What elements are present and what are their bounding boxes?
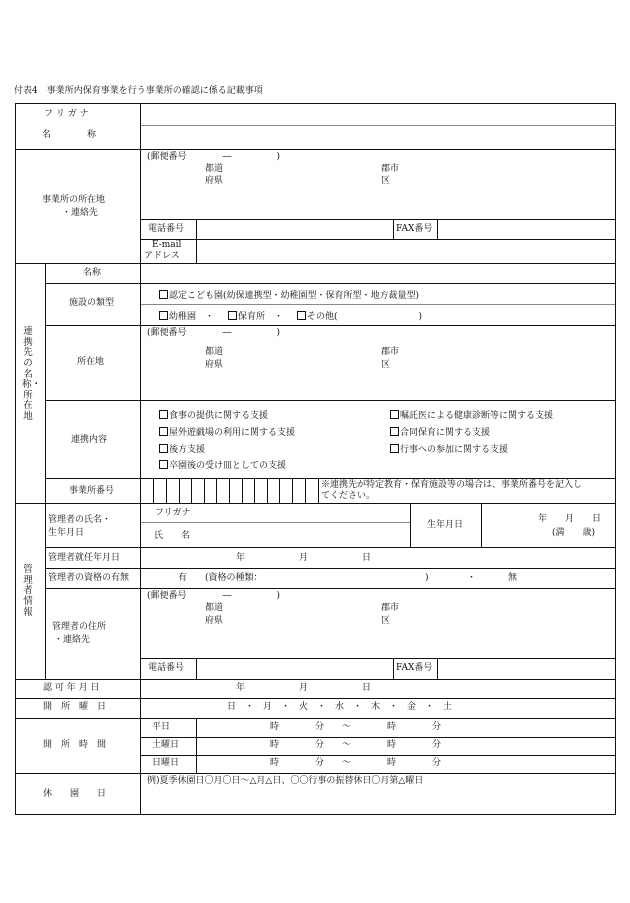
checkbox[interactable]	[159, 444, 168, 453]
coop-backup-support[interactable]: 後方支援	[159, 444, 205, 455]
manager-appointed-value[interactable]: 年 月 日	[236, 553, 372, 563]
approval-date-value[interactable]: 年 月 日	[236, 683, 372, 693]
partner-name-input[interactable]	[142, 265, 612, 281]
checkbox[interactable]	[159, 460, 168, 469]
holiday-label: 休 園 日	[43, 789, 107, 799]
office-email-label-2: アドレス	[144, 251, 180, 261]
partner-side-label: 連携先の名称・所在地	[22, 326, 42, 422]
row-line	[15, 263, 615, 264]
manager-name-label-2: 生年月日	[48, 528, 85, 538]
office-number-note: ※連携先が特定教育・保育施設等の場合は、事業所番号を記入し	[321, 480, 583, 490]
row-line	[15, 149, 615, 150]
coop-event-support[interactable]: 行事への参加に関する支援	[390, 444, 508, 455]
table-border-bottom	[15, 814, 615, 815]
facility-type-option-kindergarten[interactable]: 幼稚園 ・	[159, 311, 214, 322]
office-address-label: 事業所の所在地	[42, 195, 106, 205]
type-separator	[140, 304, 615, 305]
row-line	[45, 478, 615, 479]
manager-qualification-close: )	[425, 573, 429, 583]
manager-address-label-2: ・連絡先	[54, 635, 91, 645]
table-border-right	[615, 103, 616, 815]
hours-sunday-value[interactable]: 時 分 ～ 時 分	[270, 758, 442, 768]
row-line	[140, 755, 615, 756]
label-column-line	[140, 103, 141, 814]
side-column-line	[45, 263, 46, 679]
row-line	[140, 737, 615, 738]
office-email-label: E-mail	[152, 240, 182, 250]
manager-furigana-input[interactable]	[212, 505, 408, 520]
col-line	[196, 219, 197, 263]
col-line	[196, 658, 197, 679]
checkbox[interactable]	[228, 311, 237, 320]
manager-address-label: 管理者の住所	[52, 622, 107, 632]
row-line	[15, 503, 615, 504]
hours-saturday-label: 土曜日	[152, 740, 180, 750]
table-border-left	[15, 103, 16, 815]
coop-joint-care-support[interactable]: 合同保育に関する支援	[390, 427, 490, 438]
row-line	[45, 547, 615, 548]
col-line	[410, 503, 411, 547]
office-postal[interactable]: (郵便番号 ― )	[147, 152, 281, 162]
manager-district-2: 区	[381, 616, 391, 626]
manager-fax-input[interactable]	[439, 660, 613, 677]
name-input[interactable]	[142, 128, 612, 147]
furigana-input[interactable]	[142, 106, 612, 123]
furigana-separator	[140, 522, 410, 523]
row-line	[45, 283, 615, 284]
col-line	[437, 219, 438, 239]
partner-prefecture-1: 都道	[205, 347, 224, 357]
col-line	[437, 658, 438, 679]
office-number-note-2: てください。	[321, 491, 376, 501]
coop-playground-support[interactable]: 屋外遊戯場の利用に関する支援	[159, 427, 295, 438]
cooperation-label: 連携内容	[71, 435, 108, 445]
col-line	[393, 658, 394, 679]
office-phone-input[interactable]	[198, 221, 391, 237]
open-days-value[interactable]: 日 ・ 月 ・ 火 ・ 水 ・ 木 ・ 金 ・ 土	[227, 702, 453, 712]
facility-type-label: 施設の類型	[69, 298, 115, 308]
row-line	[140, 239, 615, 240]
row-line	[140, 219, 615, 220]
manager-qualification-dot: ・	[467, 573, 477, 583]
row-line	[45, 400, 615, 401]
checkbox[interactable]	[159, 410, 168, 419]
col-line	[318, 478, 319, 503]
hours-saturday-value[interactable]: 時 分 ～ 時 分	[270, 740, 442, 750]
coop-meal-support[interactable]: 食事の提供に関する支援	[159, 410, 268, 421]
row-line	[15, 679, 615, 680]
office-number-label: 事業所番号	[69, 486, 115, 496]
checkbox[interactable]	[390, 427, 399, 436]
checkbox[interactable]	[390, 410, 399, 419]
partner-location-label: 所在地	[77, 357, 105, 367]
name-label: 名 称	[42, 130, 97, 140]
facility-type-option-nursery[interactable]: 保育所 ・	[228, 311, 283, 322]
hours-weekday-label: 平日	[152, 722, 171, 732]
facility-type-option-other[interactable]: その他( )	[297, 311, 422, 322]
office-prefecture-2: 府県	[205, 176, 224, 186]
partner-prefecture-2: 府県	[205, 360, 224, 370]
partner-district-2: 区	[381, 360, 391, 370]
manager-qualification-no[interactable]: 無	[508, 573, 518, 583]
manager-qualification-label: 管理者の資格の有無	[48, 573, 130, 583]
manager-birth-value[interactable]: 年 月 日	[538, 514, 602, 524]
furigana-separator	[140, 125, 615, 126]
checkbox[interactable]	[390, 444, 399, 453]
office-phone-label: 電話番号	[148, 224, 185, 234]
office-district-2: 区	[381, 176, 391, 186]
office-district-1: 郡市	[381, 164, 400, 174]
manager-name-label: 管理者の氏名・	[48, 515, 112, 525]
table-border-top	[15, 103, 615, 104]
office-number-input[interactable]	[142, 480, 316, 501]
office-email-input[interactable]	[198, 241, 613, 261]
manager-phone-label: 電話番号	[148, 663, 185, 673]
office-address-label-2: ・連絡先	[62, 208, 99, 218]
open-hours-label: 開 所 時 間	[43, 740, 107, 750]
partner-district-1: 郡市	[381, 347, 400, 357]
col-line	[393, 219, 394, 239]
hours-weekday-value[interactable]: 時 分 ～ 時 分	[270, 722, 442, 732]
manager-side-label: 管理者情報	[23, 564, 33, 618]
manager-prefecture-2: 府県	[205, 616, 224, 626]
coop-doctor-support[interactable]: 嘱託医による健康診断等に関する支援	[390, 410, 553, 421]
row-line	[15, 773, 615, 774]
row-line	[45, 568, 615, 569]
manager-birth-label: 生年月日	[427, 520, 464, 530]
col-line	[196, 718, 197, 773]
office-prefecture-1: 都道	[205, 164, 224, 174]
manager-fax-label: FAX番号	[396, 663, 433, 673]
furigana-label: フ リ ガ ナ	[44, 109, 89, 119]
open-days-label: 開 所 曜 日	[43, 702, 107, 712]
office-fax-input[interactable]	[439, 221, 613, 237]
checkbox[interactable]	[159, 427, 168, 436]
coop-graduation-support[interactable]: 卒園後の受け皿としての支援	[159, 460, 286, 471]
row-line	[45, 588, 615, 589]
manager-phone-input[interactable]	[198, 660, 391, 677]
office-fax-label: FAX番号	[396, 224, 433, 234]
document-caption: 付表4 事業所内保育事業を行う事業所の確認に係る記載事項	[14, 86, 263, 96]
manager-shimei-label: 氏 名	[154, 531, 191, 541]
facility-type-option-1[interactable]: 認定こども園(幼保連携型・幼稚園型・保育所型・地方裁量型)	[159, 290, 419, 301]
row-line	[45, 325, 615, 326]
checkbox[interactable]	[159, 311, 168, 320]
manager-district-1: 郡市	[381, 603, 400, 613]
row-line	[15, 718, 615, 719]
row-line	[140, 658, 615, 659]
hours-sunday-label: 日曜日	[152, 758, 180, 768]
approval-date-label: 認 可 年 月 日	[43, 683, 100, 693]
checkbox[interactable]	[297, 311, 306, 320]
holiday-example[interactable]: 例)夏季休園日〇月〇日～△月△日、〇〇行事の振替休日〇月第△曜日	[147, 776, 424, 786]
manager-appointed-label: 管理者就任年月日	[48, 553, 121, 563]
col-line	[481, 503, 482, 547]
manager-postal[interactable]: (郵便番号 ― )	[147, 591, 281, 601]
checkbox[interactable]	[159, 290, 168, 299]
partner-name-label: 名称	[83, 268, 102, 278]
manager-name-input[interactable]	[212, 524, 408, 545]
manager-prefecture-1: 都道	[205, 603, 224, 613]
manager-furigana-label: フリガナ	[155, 508, 191, 518]
partner-postal[interactable]: (郵便番号 ― )	[147, 328, 281, 338]
manager-age-value[interactable]: (満 歳)	[552, 528, 596, 538]
row-line	[15, 698, 615, 699]
manager-qualification-yes[interactable]: 有 (資格の種類：	[178, 573, 263, 583]
